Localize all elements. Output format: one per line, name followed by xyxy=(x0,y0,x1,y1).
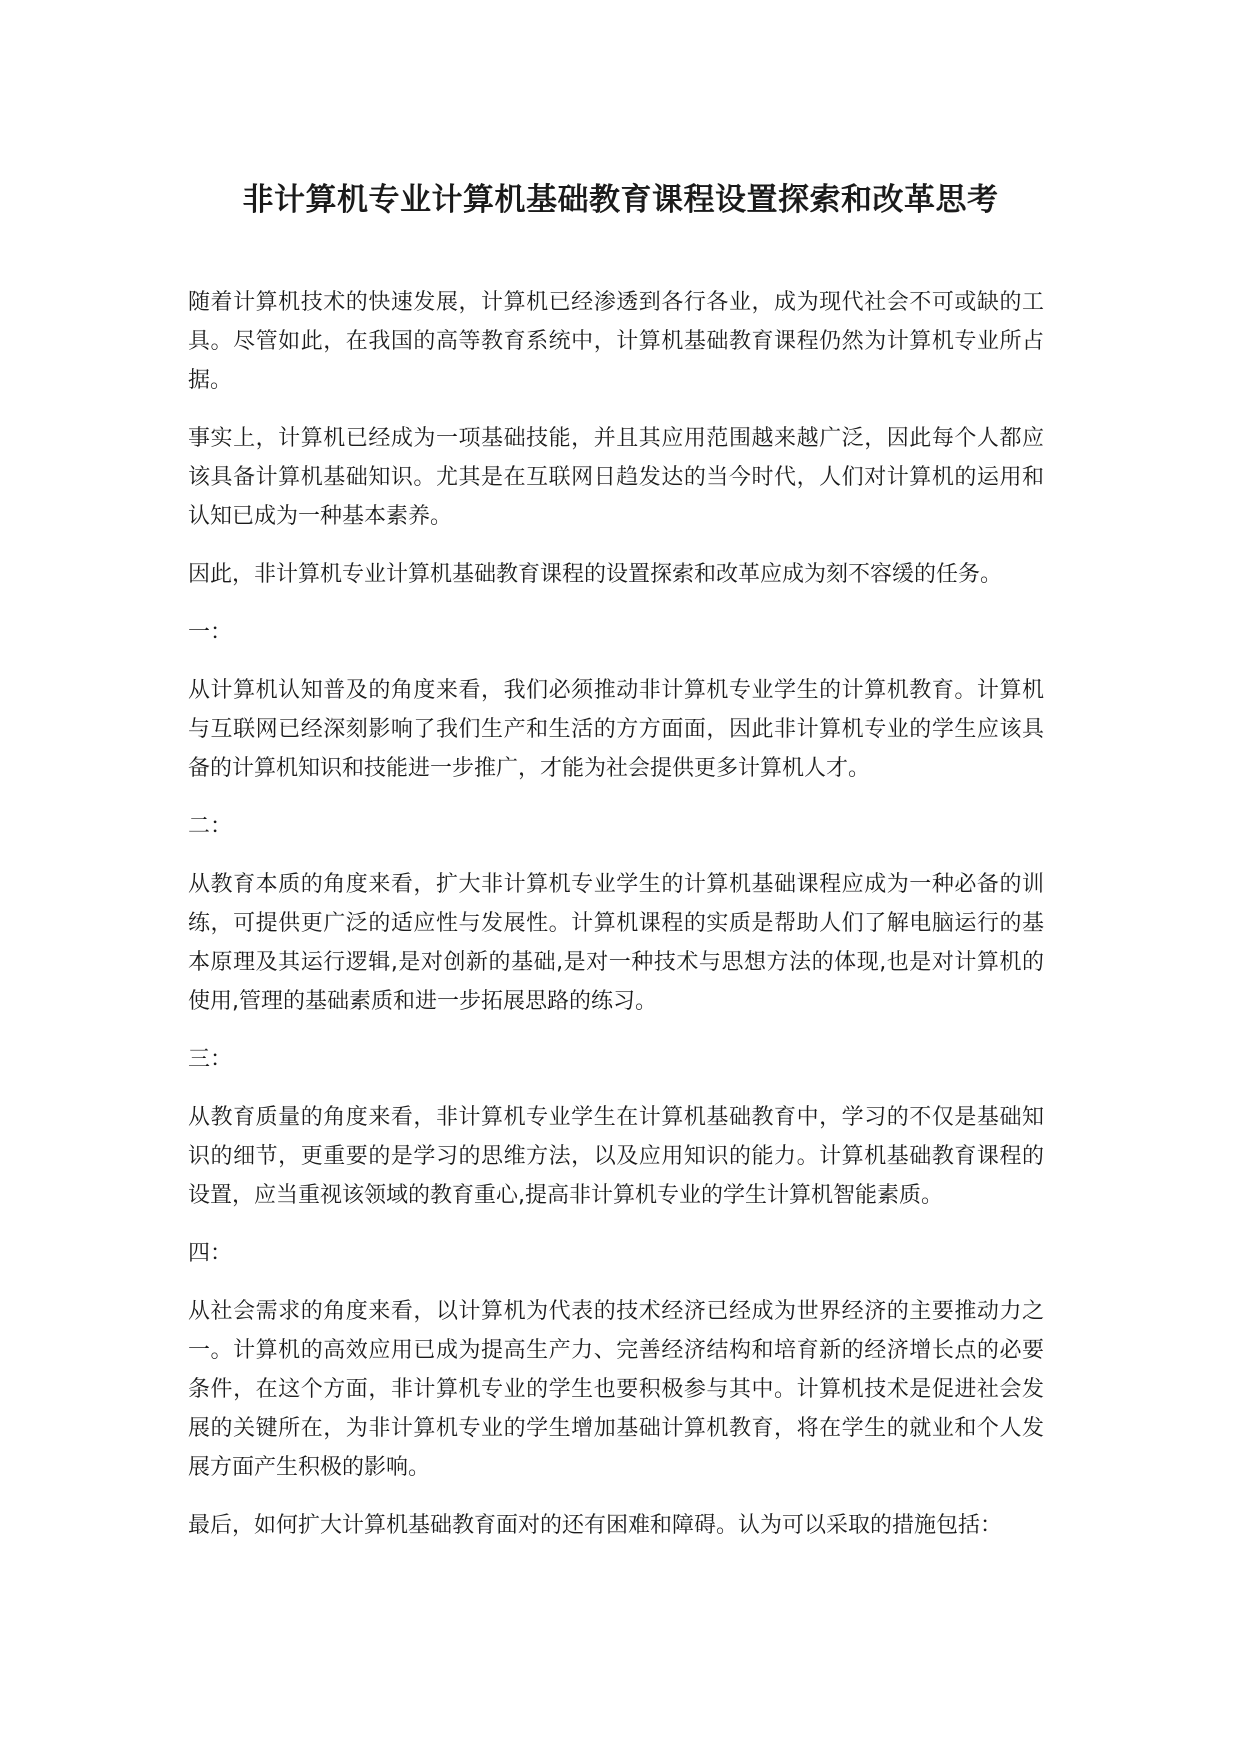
paragraph-section-1: 从计算机认知普及的角度来看，我们必须推动非计算机专业学生的计算机教育。计算机与互联网已经深刻影响了我们生产和生活的方方面面，因此非计算机专业的学生应该具备的计算机知识和技能进一步推广，才能为社会提供更多计算机人才。 xyxy=(188,678,1044,781)
paragraph-conclusion: 最后，如何扩大计算机基础教育面对的还有困难和障碍。认为可以采取的措施包括： xyxy=(188,1513,1003,1538)
section-heading-4: 四： xyxy=(188,1241,233,1266)
section-heading-1: 一： xyxy=(188,620,233,645)
paragraph-intro: 随着计算机技术的快速发展，计算机已经渗透到各行各业，成为现代社会不可或缺的工具。尽管如此，在我国的高等教育系统中，计算机基础教育课程仍然为计算机专业所占据。 xyxy=(188,290,1044,393)
paragraph-therefore: 因此，非计算机专业计算机基础教育课程的设置探索和改革应成为刻不容缓的任务。 xyxy=(188,562,1003,587)
section-heading-2: 二： xyxy=(188,814,233,839)
document-title: 非计算机专业计算机基础教育课程设置探索和改革思考 xyxy=(242,182,999,218)
paragraph-section-4: 从社会需求的角度来看，以计算机为代表的技术经济已经成为世界经济的主要推动力之一。计算机的高效应用已成为提高生产力、完善经济结构和培育新的经济增长点的必要条件，在这个方面，非计算机专业的学生也要积极参与其中。计算机技术是促进社会发展的关键所在，为非计算机专业的学生增加基础计算机教育，将在学生的就业和个人发展方面产生积极的影响。 xyxy=(188,1299,1044,1480)
section-heading-3: 三： xyxy=(188,1047,233,1072)
paragraph-fact: 事实上，计算机已经成为一项基础技能，并且其应用范围越来越广泛，因此每个人都应该具备计算机基础知识。尤其是在互联网日趋发达的当今时代，人们对计算机的运用和认知已成为一种基本素养。 xyxy=(188,426,1044,529)
document-body xyxy=(188,283,1044,1564)
paragraph-section-2: 从教育本质的角度来看，扩大非计算机专业学生的计算机基础课程应成为一种必备的训练，可提供更广泛的适应性与发展性。计算机课程的实质是帮助人们了解电脑运行的基本原理及其运行逻辑,是对创新的基础,是对一种技术与思想方法的体现,也是对计算机的使用,管理的基础素质和进一步拓展思路的练习。 xyxy=(188,872,1044,1014)
paragraph-section-3: 从教育质量的角度来看，非计算机专业学生在计算机基础教育中，学习的不仅是基础知识的细节，更重要的是学习的思维方法，以及应用知识的能力。计算机基础教育课程的设置，应当重视该领域的教育重心,提高非计算机专业的学生计算机智能素质。 xyxy=(188,1105,1044,1208)
